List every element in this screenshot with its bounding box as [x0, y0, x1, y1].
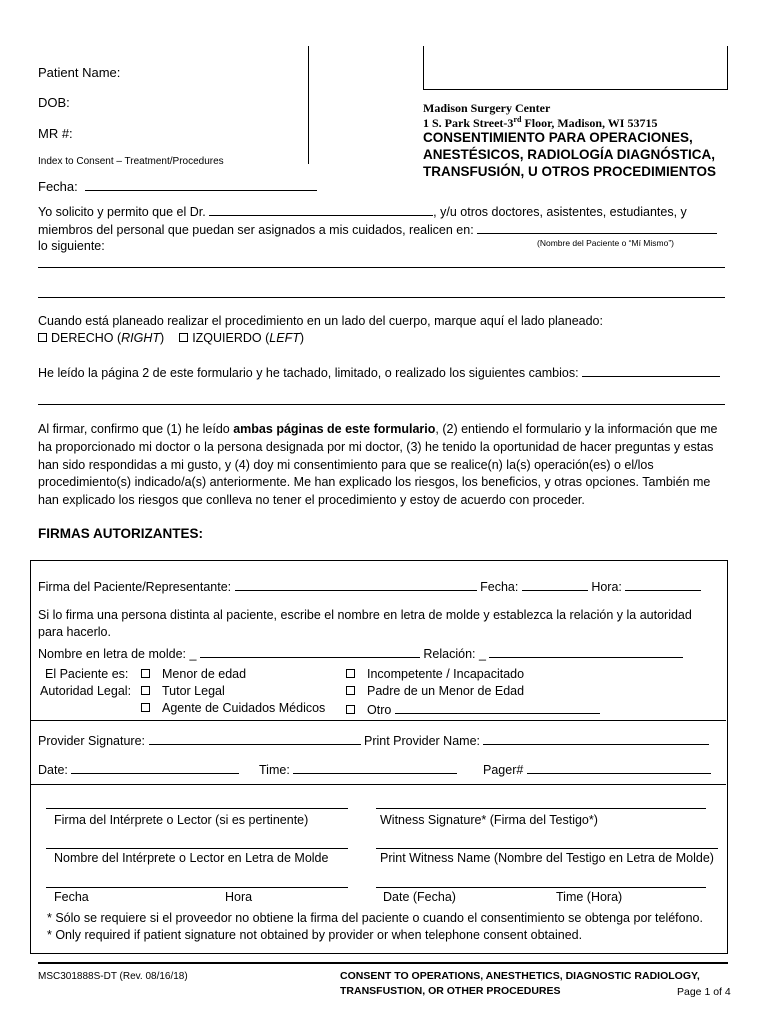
title-line-2: ANESTÉSICOS, RADIOLOGÍA DIAGNÓSTICA, [423, 147, 716, 162]
pager-field[interactable] [527, 761, 711, 774]
witness-sig-line[interactable] [376, 808, 706, 809]
box-divider-1 [30, 720, 726, 721]
patient-signature-field[interactable] [235, 578, 477, 591]
other-field[interactable] [395, 701, 600, 714]
interpreter-name-label: Nombre del Intérprete o Lector en Letra de Molde [54, 851, 329, 865]
footer-rule [38, 962, 728, 964]
doctor-name-field[interactable] [209, 203, 433, 216]
provider-date-field[interactable] [71, 761, 239, 774]
center-name: Madison Surgery Center [423, 101, 551, 115]
footer-page-number: Page 1 of 4 [677, 986, 731, 998]
option-incompetent[interactable]: Incompetente / Incapacitado [346, 667, 524, 681]
print-name-row: Nombre en letra de molde: _ Relación: _ [38, 645, 683, 661]
title-line-3: TRANSFUSIÓN, U OTROS PROCEDIMIENTOS [423, 164, 717, 179]
witness-date-label: Date (Fecha) [383, 890, 456, 904]
provider-time-field[interactable] [293, 761, 457, 774]
note-spanish: * Sólo se requiere si el proveedor no obtiene la firma del paciente o cuando el consentimiento se obtenga por teléfono. [47, 911, 703, 925]
fecha-label: Fecha: [38, 179, 78, 194]
box-divider-2 [30, 784, 726, 785]
interpreter-sig-line[interactable] [46, 808, 348, 809]
footer-form-id: MSC301888S-DT (Rev. 08/16/18) [38, 971, 188, 982]
option-minor[interactable]: Menor de edad [141, 667, 246, 681]
witness-name-line[interactable] [376, 848, 718, 849]
fecha-row [38, 178, 317, 194]
header-divider [308, 46, 309, 164]
right-checkbox[interactable] [38, 333, 47, 342]
patient-is-label: El Paciente es: [45, 667, 129, 681]
patient-name-label: Patient Name: [38, 65, 121, 80]
option-guardian[interactable]: Tutor Legal [141, 684, 225, 698]
witness-name-label: Print Witness Name (Nombre del Testigo en Letra de Molde) [380, 851, 714, 865]
signatures-heading: FIRMAS AUTORIZANTES: [38, 526, 203, 541]
patient-sig-date-field[interactable] [522, 578, 588, 591]
interpreter-name-line[interactable] [46, 848, 348, 849]
title-line-1: CONSENTIMIENTO PARA OPERACIONES, [423, 130, 693, 145]
label-box-bottom [423, 89, 728, 90]
option-medical-agent[interactable]: Agente de Cuidados Médicos [141, 701, 325, 715]
guardian-checkbox[interactable] [141, 686, 150, 695]
witness-time-label: Time (Hora) [556, 890, 623, 904]
signing-paragraph: Al firmar, confirmo que (1) he leído ambas páginas de este formulario, (2) entiendo el formulario y la información que me ha proporcionado mi doctor o la persona designada por mi doctor, (3) he tenido la oportunidad de hacer preguntas y estas han sido respondidas a mi gusto, y (4) doy mi consentimiento para que se realice(n) la(s) operación(es) o el/los procedimiento(s) indicado/a(s) anteriormente. Me han explicado los riesgos, los beneficios, y otras opciones. También me han explicado los riesgos que conlleva no tener el procedimiento y estoy de acuerdo con proceder. [38, 422, 718, 508]
consent-line-1: Yo solicito y permito que el Dr. , y/u otros doctores, asistentes, estudiantes, y [38, 205, 687, 219]
witness-sig-label: Witness Signature* (Firma del Testigo*) [380, 813, 598, 827]
left-checkbox[interactable] [179, 333, 188, 342]
footer-title-line-2: TRANSFUSTION, OR OTHER PROCEDURES [340, 985, 561, 997]
pager-row: Pager# [483, 761, 711, 777]
print-name-field[interactable] [200, 645, 420, 658]
provider-signature-field[interactable] [149, 732, 361, 745]
index-label: Index to Consent – Treatment/Procedures [38, 156, 224, 167]
fecha-field[interactable] [85, 178, 317, 191]
mr-label: MR #: [38, 126, 73, 141]
consent-line-2: miembros del personal que puedan ser asignados a mis cuidados, realicen en: [38, 221, 717, 237]
changes-field[interactable] [582, 364, 720, 377]
incompetent-checkbox[interactable] [346, 669, 355, 678]
parent-minor-checkbox[interactable] [346, 686, 355, 695]
witness-date-line[interactable] [376, 887, 706, 888]
page2-text-row: He leído la página 2 de este formulario y he tachado, limitado, o realizado los siguientes cambios: [38, 364, 720, 380]
interpreter-hora-label: Hora [225, 890, 253, 904]
note-english: * Only required if patient signature not obtained by provider or when telephone consent obtained. [47, 928, 583, 942]
patient-name-note: (Nombre del Paciente o “Mí Mismo”) [537, 238, 674, 248]
other-person-text: Si lo firma una persona distinta al paciente, escribe el nombre en letra de molde y establezca la relación y la autoridad para hacerlo. [38, 608, 692, 639]
side-text: Cuando está planeado realizar el procedimiento en un lado del cuerpo, marque aquí el lado planeado: [38, 314, 603, 328]
minor-checkbox[interactable] [141, 669, 150, 678]
side-options: DERECHO (RIGHT) IZQUIERDO (LEFT) [38, 331, 304, 345]
footer-title-line-1: CONSENT TO OPERATIONS, ANESTHETICS, DIAGNOSTIC RADIOLOGY, [340, 970, 700, 982]
patient-name-field[interactable] [477, 221, 717, 234]
label-box-right-edge [727, 46, 728, 90]
interpreter-date-line[interactable] [46, 887, 348, 888]
label-box-left-edge [423, 46, 424, 90]
provider-sig-row: Provider Signature: Print Provider Name: [38, 732, 709, 748]
patient-sig-row: Firma del Paciente/Representante: Fecha: Hora: [38, 578, 701, 594]
provider-name-field[interactable] [483, 732, 709, 745]
option-parent-minor[interactable]: Padre de un Menor de Edad [346, 684, 524, 698]
legal-authority-label: Autoridad Legal: [40, 684, 132, 698]
dob-label: DOB: [38, 95, 70, 110]
time-row: Time: [259, 761, 457, 777]
relation-field[interactable] [489, 645, 683, 658]
changes-line[interactable] [38, 404, 725, 405]
interpreter-sig-label: Firma del Intérprete o Lector (si es pertinente) [54, 813, 309, 827]
patient-sig-time-field[interactable] [625, 578, 701, 591]
center-address: 1 S. Park Street-3rd Floor, Madison, WI 53715 [423, 115, 658, 130]
procedure-line-2[interactable] [38, 297, 725, 298]
date-time-row: Date: [38, 761, 239, 777]
option-other[interactable]: Otro [346, 701, 600, 717]
procedure-line-1[interactable] [38, 267, 725, 268]
medical-agent-checkbox[interactable] [141, 703, 150, 712]
interpreter-fecha-label: Fecha [54, 890, 89, 904]
other-checkbox[interactable] [346, 705, 355, 714]
consent-line-3: lo siguiente: [38, 239, 105, 253]
